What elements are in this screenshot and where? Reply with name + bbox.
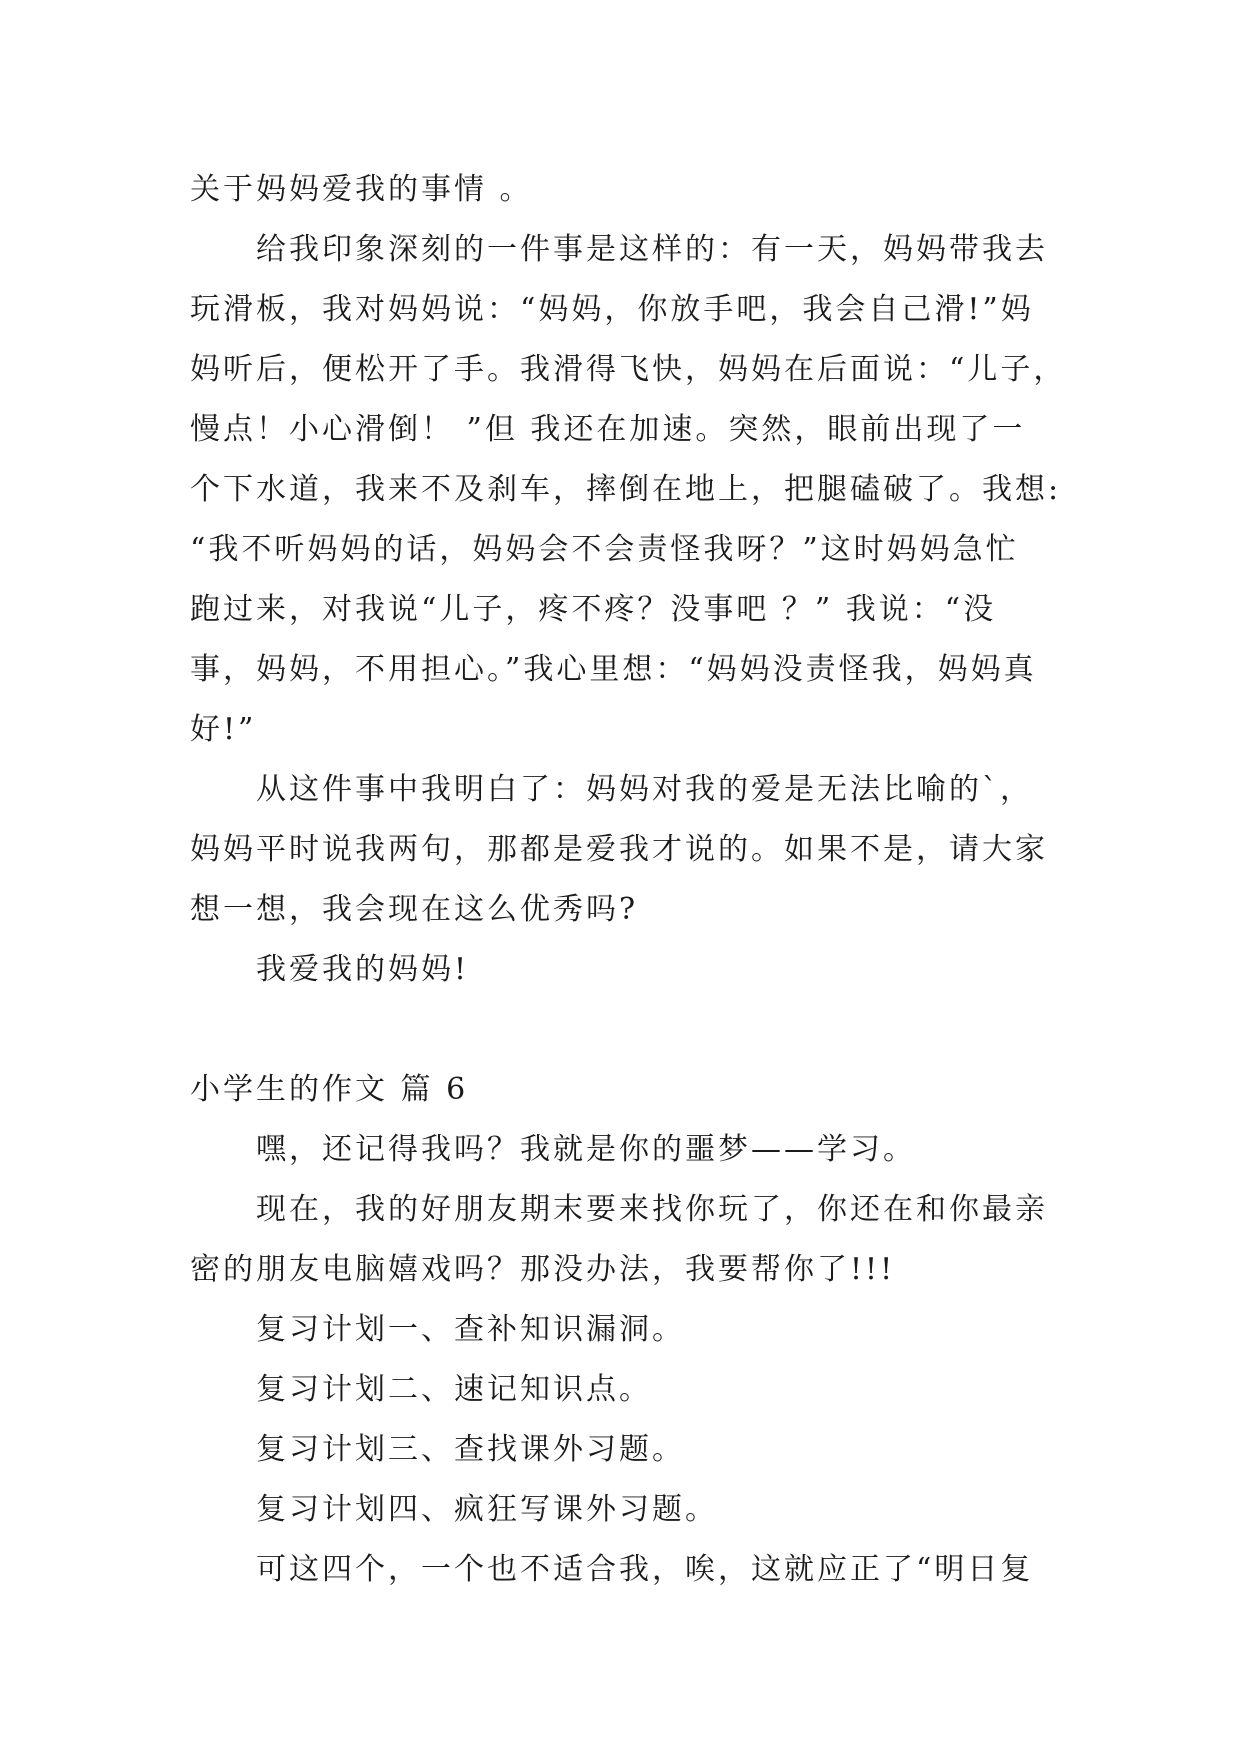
text-line: 嘿，还记得我吗？我就是你的噩梦——学习。: [256, 1132, 916, 1167]
text-line: 玩滑板，我对妈妈说：“妈妈，你放手吧，我会自己滑!”妈: [190, 292, 1034, 327]
text-line: “我不听妈妈的话，妈妈会不会责怪我呀？”这时妈妈急忙: [190, 532, 1019, 567]
text-line: 可这四个，一个也不适合我，唉，这就应正了“明日复: [256, 1552, 1034, 1587]
text-line: 个下水道，我来不及刹车，摔倒在地上，把腿磕破了。我想:: [190, 472, 1062, 507]
text-line: 事，妈妈，不用担心。”我心里想：“妈妈没责怪我，妈妈真: [190, 652, 1037, 687]
text-line: 给我印象深刻的一件事是这样的：有一天，妈妈带我去: [256, 232, 1048, 267]
text-line: 想一想，我会现在这么优秀吗?: [190, 892, 639, 927]
text-line: 现在，我的好朋友期末要来找你玩了，你还在和你最亲: [256, 1192, 1048, 1227]
text-line: 复习计划三、查找课外习题。: [256, 1432, 685, 1467]
text-line: 复习计划一、查补知识漏洞。: [256, 1312, 685, 1347]
text-line: 慢点！小心滑倒！ ”但 我还在加速。突然，眼前出现了一: [190, 412, 1026, 447]
text-line: 密的朋友电脑嬉戏吗？那没办法，我要帮你了!!!: [190, 1252, 896, 1287]
section-heading: 小学生的作文 篇 6: [190, 1072, 469, 1107]
text-line: 我爱我的妈妈!: [256, 952, 470, 987]
text-line: 妈听后，便松开了手。我滑得飞快，妈妈在后面说：“儿子，: [190, 352, 1067, 387]
text-line: 好!”: [190, 712, 257, 747]
text-line: 从这件事中我明白了：妈妈对我的爱是无法比喻的`，: [256, 772, 1033, 807]
text-line: 复习计划四、疯狂写课外习题。: [256, 1492, 718, 1527]
document-body: [190, 160, 1067, 1600]
text-line: 妈妈平时说我两句，那都是爱我才说的。如果不是，请大家: [190, 832, 1048, 867]
section-gap: [190, 1000, 1060, 1060]
text-line: 关于妈妈爱我的事情 。: [190, 172, 533, 207]
text-line: 跑过来，对我说“儿子，疼不疼？没事吧 ？” 我说：“没: [190, 592, 997, 627]
text-line: 复习计划二、速记知识点。: [256, 1372, 652, 1407]
